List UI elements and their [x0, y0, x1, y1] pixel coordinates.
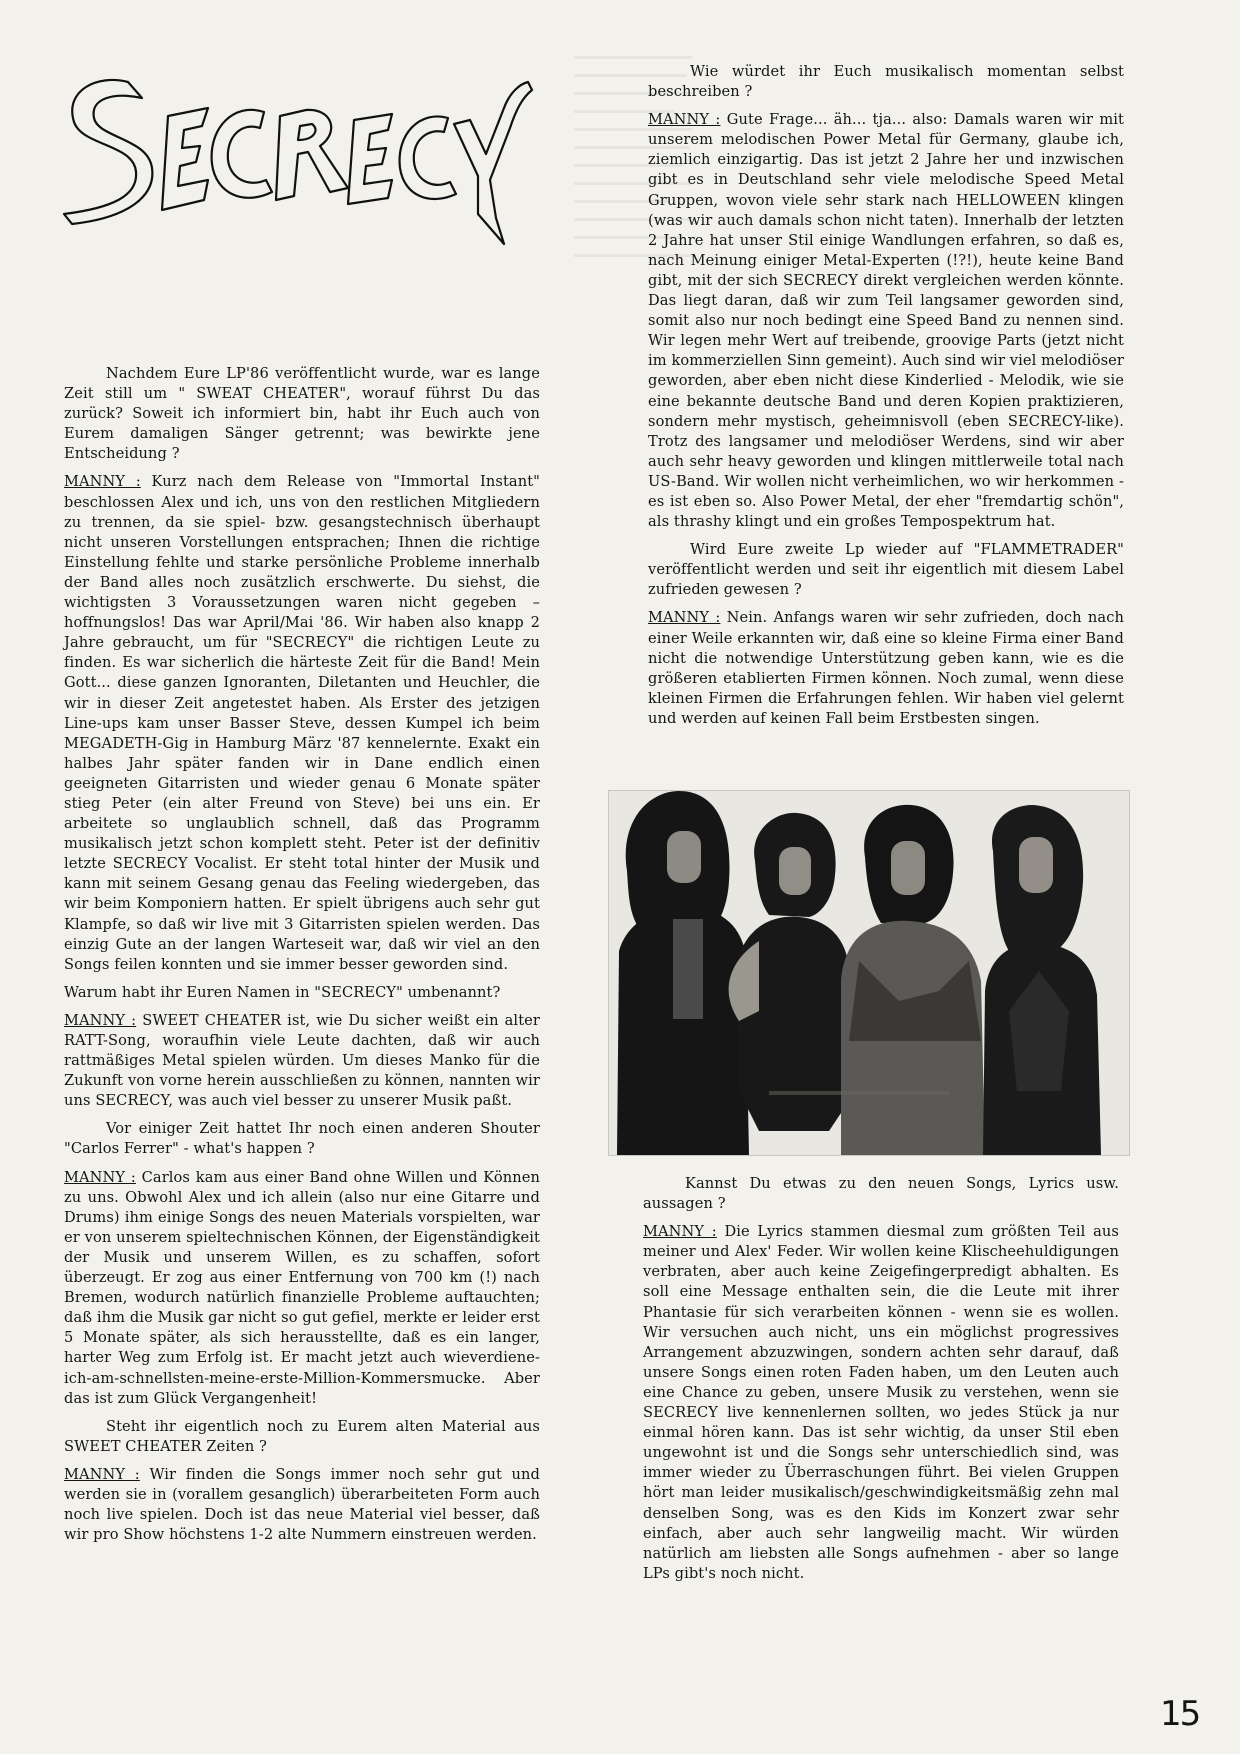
speaker-label: MANNY : — [64, 1465, 140, 1483]
answer — [648, 110, 1124, 532]
answer-text: Kurz nach dem Release von "Immortal Instant" beschlossen Alex und ich, uns von den restlichen Mitgliedern zu trennen, da sie spiel- bzw. gesangstechnisch überhaupt nicht unseren Vorstellungen entsprachen; Ihnen die richtige Einstellung fehlte und starke persönliche Probleme innerhalb der Band alles noch zusätzlich erschwerte. Du siehst, die wichtigsten 3 Voraussetzungen waren nicht gegeben – hoffnungslos! Das war April/Mai '86. Wir haben also knapp 2 Jahre gebraucht, um für "SECRECY" die richtigen Leute zu finden. Es war sicherlich die härteste Zeit für die Band! Mein Gott... diese ganzen Ignoranten, Diletanten und Heuchler, die wir in dieser Zeit angetestet haben. Als Erster des jetzigen Line-ups kam unser Basser Steve, dessen Kumpel ich beim MEGADETH-Gig in Hamburg März '87 kennelernte. Exakt ein halbes Jahr später fanden wir in Dane endlich einen geeigneten Gitarristen und wieder genau 6 Monate später stieg Peter (ein alter Freund von Steve) bei uns ein. Er arbeitete so unglaublich schnell, daß das Programm musikalisch jetzt schon komplett steht. Peter ist der definitiv letzte SECRECY Vocalist. Er steht total hinter der Musik und kann mit seinem Gesang genau das Feeling wiedergeben, das wir beim Komponiern hatten. Er spielt übrigens auch sehr gut Klampfe, so daß wir live mit 3 Gitarristen spielen werden. Das einzig Gute an der langen Warteseit war, daß wir viel an den Songs feilen konnten und sie immer besser geworden sind. — [64, 473, 540, 973]
answer — [643, 1222, 1119, 1584]
question: Steht ihr eigentlich noch zu Eurem alten Material aus SWEET CHEATER Zeiten ? — [64, 1417, 540, 1455]
answer-text: Die Lyrics stammen diesmal zum größten Teil aus meiner und Alex' Feder. Wir wollen keine Klischeehuldigungen verbraten, aber auch keine Zeigefingerpredigt abhalten. Es soll eine Message enthalten sein, die die Leute mit ihrer Phantasie für sich verarbeiten können - wenn sie es wollen. Wir versuchen auch nicht, uns ein möglichst progressives Arrangement abzuzwingen, sondern achten sehr darauf, daß unsere Songs einen roten Faden haben, um den Leuten auch eine Chance zu geben, unsere Musik zu verstehen, wenn sie SECRECY live kennenlernen sollten, wo jedes Stück ja nur einmal hören kann. Das ist sehr wichtig, da unser Stil eben ungewohnt ist und die Songs sehr unterschiedlich sind, was immer wieder zu Überraschungen führt. Bei vielen Gruppen hört man leider musikalisch/geschwindigkeitsmäßig zehn mal denselben Song, was es den Kids im Konzert zwar sehr einfach, aber auch sehr langweilig macht. Wir würden natürlich am liebsten alle Songs aufnehmen - aber so lange LPs gibt's noch nicht. — [643, 1223, 1119, 1582]
answer-text: Nein. Anfangs waren wir sehr zufrieden, doch nach einer Weile erkannten wir, daß eine so kleine Firma einer Band nicht die notwendige Unterstützung geben kann, wie es die größeren etablierten Firmen können. Noch zumal, wenn diese kleinen Firmen die Erfahrungen fehlen. Wir haben viel gelernt und werden auf keinen Fall beim Erstbesten singen. — [648, 609, 1124, 727]
page-number: 15 — [1160, 1694, 1200, 1734]
answer-text: Wir finden die Songs immer noch sehr gut und werden sie in (vorallem gesanglich) überarbeiteten Form auch noch live spielen. Doch ist das neue Material viel besser, daß wir pro Show höchstens 1-2 alte Nummern einstreuen werden. — [64, 1465, 540, 1544]
speaker-label: MANNY : — [64, 1168, 136, 1186]
article-column-right-lower — [643, 1174, 1119, 1592]
answer-text: Gute Frage... äh... tja... also: Damals waren wir mit unserem melodischen Power Metal für Germany, glaube ich, ziemlich einzigartig. Das ist jetzt 2 Jahre her und inzwischen gibt es in Deutschland sehr viele melodische Speed Metal Gruppen, wovon viele sehr stark nach HELLOWEEN klingen (was wir auch damals schon nicht taten). Innerhalb der letzten 2 Jahre hat unser Stil einige Wandlungen erfahren, so daß es, nach Meinung einiger Metal-Experten (!?!), heute keine Band gibt, mit der sich SECRECY direkt vergleichen werden könnte. Das liegt daran, daß wir zum Teil langsamer geworden sind, somit also nur noch bedingt eine Speed Band zu nennen sind. Wir legen mehr Wert auf treibende, groovige Parts (jetzt nicht im kommerziellen Sinn gemeint). Auch sind wir viel melodiöser geworden, aber eben nicht diese Kinderlied - Melodik, wie sie eine bekannte deutsche Band und deren Kopien praktizieren, sondern mehr mystisch, geheimnisvoll (eben SECRECY-like). Trotz des langsamer und melodiöser Werdens, sind wir aber auch sehr heavy geworden und klingen mittlerweile total nach US-Band. Wir wollen nicht verheimlichen, wo wir herkommen - es ist eben so. Also Power Metal, der eher "fremdartig schön", als thrashy klingt und ein großes Tempospektrum hat. — [648, 111, 1125, 531]
question: Wie würdet ihr Euch musikalisch momentan selbst beschreiben ? — [648, 63, 1124, 101]
answer — [64, 472, 540, 974]
answer-text: SWEET CHEATER ist, wie Du sicher weißt ein alter RATT-Song, woraufhin viele Leute dachten, daß wir auch rattmäßiges Metal spielen würden. Um dieses Manko für die Zukunft von vorne herein ausschließen zu können, nannten wir uns SECRECY, was auch viel besser zu unserer Musik paßt. — [64, 1011, 540, 1110]
article-column-right — [648, 62, 1124, 737]
speaker-label: MANNY : — [648, 111, 721, 129]
speaker-label: MANNY : — [643, 1223, 717, 1241]
question: Warum habt ihr Euren Namen in "SECRECY" umbenannt? — [64, 983, 501, 1001]
speaker-label: MANNY : — [648, 609, 721, 627]
answer — [64, 1465, 540, 1545]
question: Nachdem Eure LP'86 veröffentlicht wurde, war es lange Zeit still um " SWEAT CHEATER", worauf führst Du das zurück? Soweit ich informiert bin, habt ihr Euch auch von Eurem damaligen Sänger getrennt; was bewirkte jene Entscheidung ? — [64, 365, 540, 463]
article-column-left — [64, 364, 540, 1553]
question: Wird Eure zweite Lp wieder auf "FLAMMETRADER" veröffentlicht werden und seit ihr eigentlich mit diesem Label zufrieden gewesen ? — [648, 541, 1124, 599]
question: Vor einiger Zeit hattet Ihr noch einen anderen Shouter "Carlos Ferrer" - what's happen ? — [64, 1120, 540, 1158]
speaker-label: MANNY : — [64, 1011, 137, 1029]
answer — [64, 1168, 540, 1409]
answer — [64, 1011, 540, 1111]
speaker-label: MANNY : — [64, 473, 141, 491]
band-photo — [608, 790, 1130, 1156]
answer-text: Carlos kam aus einer Band ohne Willen und Können zu uns. Obwohl Alex und ich allein (also nur eine Gitarre und Drums) ihm einige Songs des neuen Materials vorspielten, war er von unserem spieltechnischen Können, der Eigenständigkeit der Musik und unserem Willen, es zu schaffen, sofort überzeugt. Er zog aus einer Entfernung von 700 km (!) nach Bremen, wodurch natürlich finanzielle Probleme auftauchten; daß ihm die Musik gar nicht so gut gefiel, merkte er leider erst 5 Monate später, als sich herausstellte, daß es ein langer, harter Weg zum Erfolg ist. Er macht jetzt auch wieverdiene-ich-am-schnellsten-meine-erste-Million-Kommersmucke. Aber das ist zum Glück Vergangenheit! — [64, 1168, 540, 1407]
secrecy-logo — [58, 68, 543, 268]
answer — [648, 608, 1124, 729]
question: Kannst Du etwas zu den neuen Songs, Lyrics usw. aussagen ? — [643, 1175, 1119, 1213]
